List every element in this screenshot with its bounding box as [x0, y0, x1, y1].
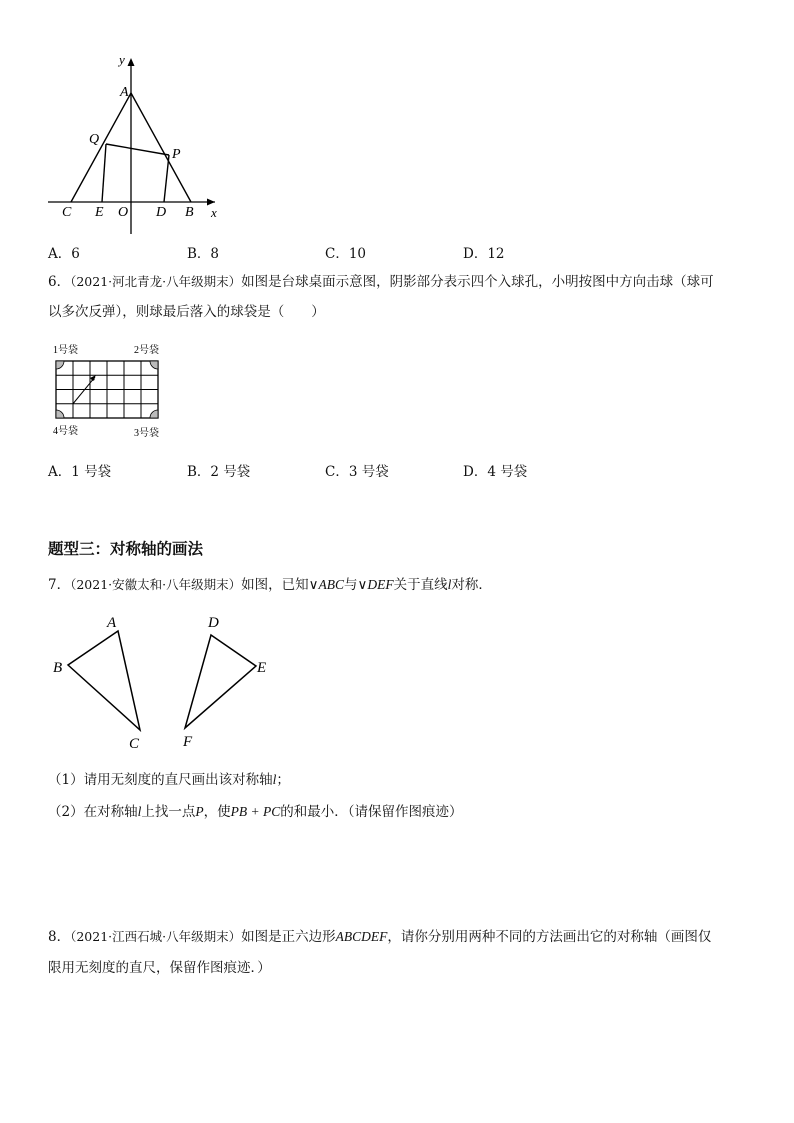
label-b: B: [185, 205, 194, 220]
label-y: y: [119, 52, 125, 67]
q8-number: 8．: [48, 929, 71, 945]
q7-sub1: [48, 770, 290, 790]
pocket-1-icon: [56, 361, 64, 369]
label-c: C: [62, 205, 72, 220]
q7-sub2-line-l: l: [137, 804, 142, 819]
q8-text-line2: 限用无刻度的直尺，保留作图痕迹．）: [48, 960, 271, 976]
q7-triangles-figure: [45, 605, 285, 755]
q7-sub1-line-l: l: [272, 772, 277, 787]
pocket-2-label: 2号袋: [134, 345, 159, 356]
q7-sub2-text-b: 上找一点: [141, 804, 196, 820]
pocket-4-icon: [56, 410, 64, 418]
q7-number: 7．: [48, 577, 71, 593]
triangle-abc: [68, 631, 140, 730]
coordinate-figure: [40, 50, 240, 240]
table-grid: [56, 361, 158, 418]
section-title: 题型三：对称轴的画法: [48, 540, 204, 558]
ball-path: [73, 377, 95, 404]
q7-sub2-text-c: ，使: [203, 804, 231, 820]
label-e: E: [257, 660, 267, 676]
q6-option-a[interactable]: A．1 号袋: [48, 464, 112, 480]
label-a: A: [107, 615, 117, 631]
y-axis-arrow-icon: [128, 58, 135, 66]
pocket-3-icon: [150, 410, 158, 418]
q7-sub2-text-a: （2）在对称轴: [48, 804, 138, 820]
label-f: F: [183, 734, 193, 750]
pocket-3-label: 3号袋: [134, 428, 159, 439]
q6-source: （2021·河北青龙·八年级期末）: [70, 274, 242, 289]
q6-option-c[interactable]: C．3 号袋: [325, 464, 389, 480]
q7-sub2-expr: PB + PC: [230, 804, 281, 819]
label-d: D: [208, 615, 219, 631]
label-d: D: [156, 205, 167, 220]
q6-text-line1: 如图是台球桌面示意图，阴影部分表示四个入球孔，小明按图中方向击球（球可: [241, 274, 714, 290]
q8-line2: [48, 958, 271, 978]
q7-triangle-abc: ∨ABC: [308, 577, 344, 592]
q6-text-line2: 以多次反弹），则球最后落入的球袋是（ ）: [48, 304, 325, 320]
label-e: E: [95, 205, 104, 220]
q8-text-a: 如图是正六边形: [241, 929, 336, 945]
q8-source: （2021·江西石城·八年级期末）: [70, 929, 242, 944]
label-x: x: [211, 205, 217, 220]
q7-line1: [48, 575, 492, 595]
q5-option-b[interactable]: B．8: [187, 246, 220, 262]
q7-sub1-text-b: ；: [276, 772, 290, 788]
q7-source: （2021·安徽太和·八年级期末）: [70, 577, 242, 592]
q8-hexagon: ABCDEF: [335, 929, 388, 944]
q5-option-a[interactable]: A．6: [48, 246, 80, 262]
q7-text-d: 对称．: [451, 577, 492, 593]
q7-sub2-point-p: P: [195, 804, 204, 819]
q8-text-b: ，请你分别用两种不同的方法画出它的对称轴（画图仅: [387, 929, 712, 945]
q7-sub1-text-a: （1）请用无刻度的直尺画出该对称轴: [48, 772, 273, 788]
q6-option-b[interactable]: B．2 号袋: [187, 464, 251, 480]
pocket-2-icon: [150, 361, 158, 369]
ball-icon: [91, 377, 94, 380]
label-q: Q: [89, 132, 100, 147]
pocket-1-label: 1号袋: [53, 345, 78, 356]
billiard-table-figure: [50, 340, 170, 442]
q8-line1: [48, 927, 711, 947]
q7-text-a: 如图，已知: [241, 577, 309, 593]
triangle-def: [185, 635, 256, 728]
q6-line1: [48, 272, 714, 292]
q5-option-c[interactable]: C．10: [325, 246, 367, 262]
label-p: P: [172, 147, 181, 162]
segment-ab: [131, 93, 191, 202]
q6-option-d[interactable]: D．4 号袋: [463, 464, 528, 480]
label-a: A: [120, 85, 129, 100]
label-o: O: [118, 205, 129, 220]
q7-triangle-def: ∨DEF: [357, 577, 394, 592]
segment-pd: [164, 155, 169, 202]
label-c: C: [129, 736, 140, 752]
q7-sub2-text-d: 的和最小．（请保留作图痕迹）: [280, 804, 463, 820]
q7-line-l: l: [447, 577, 452, 592]
q7-sub2: [48, 802, 462, 822]
label-b: B: [53, 660, 63, 676]
segment-qe: [102, 144, 106, 202]
q6-line2: [48, 302, 325, 322]
q5-option-d[interactable]: D．12: [463, 246, 505, 262]
q7-text-b: 与: [344, 577, 358, 593]
pocket-4-label: 4号袋: [53, 426, 78, 437]
q6-number: 6．: [48, 274, 71, 290]
q7-text-c: 关于直线: [393, 577, 448, 593]
